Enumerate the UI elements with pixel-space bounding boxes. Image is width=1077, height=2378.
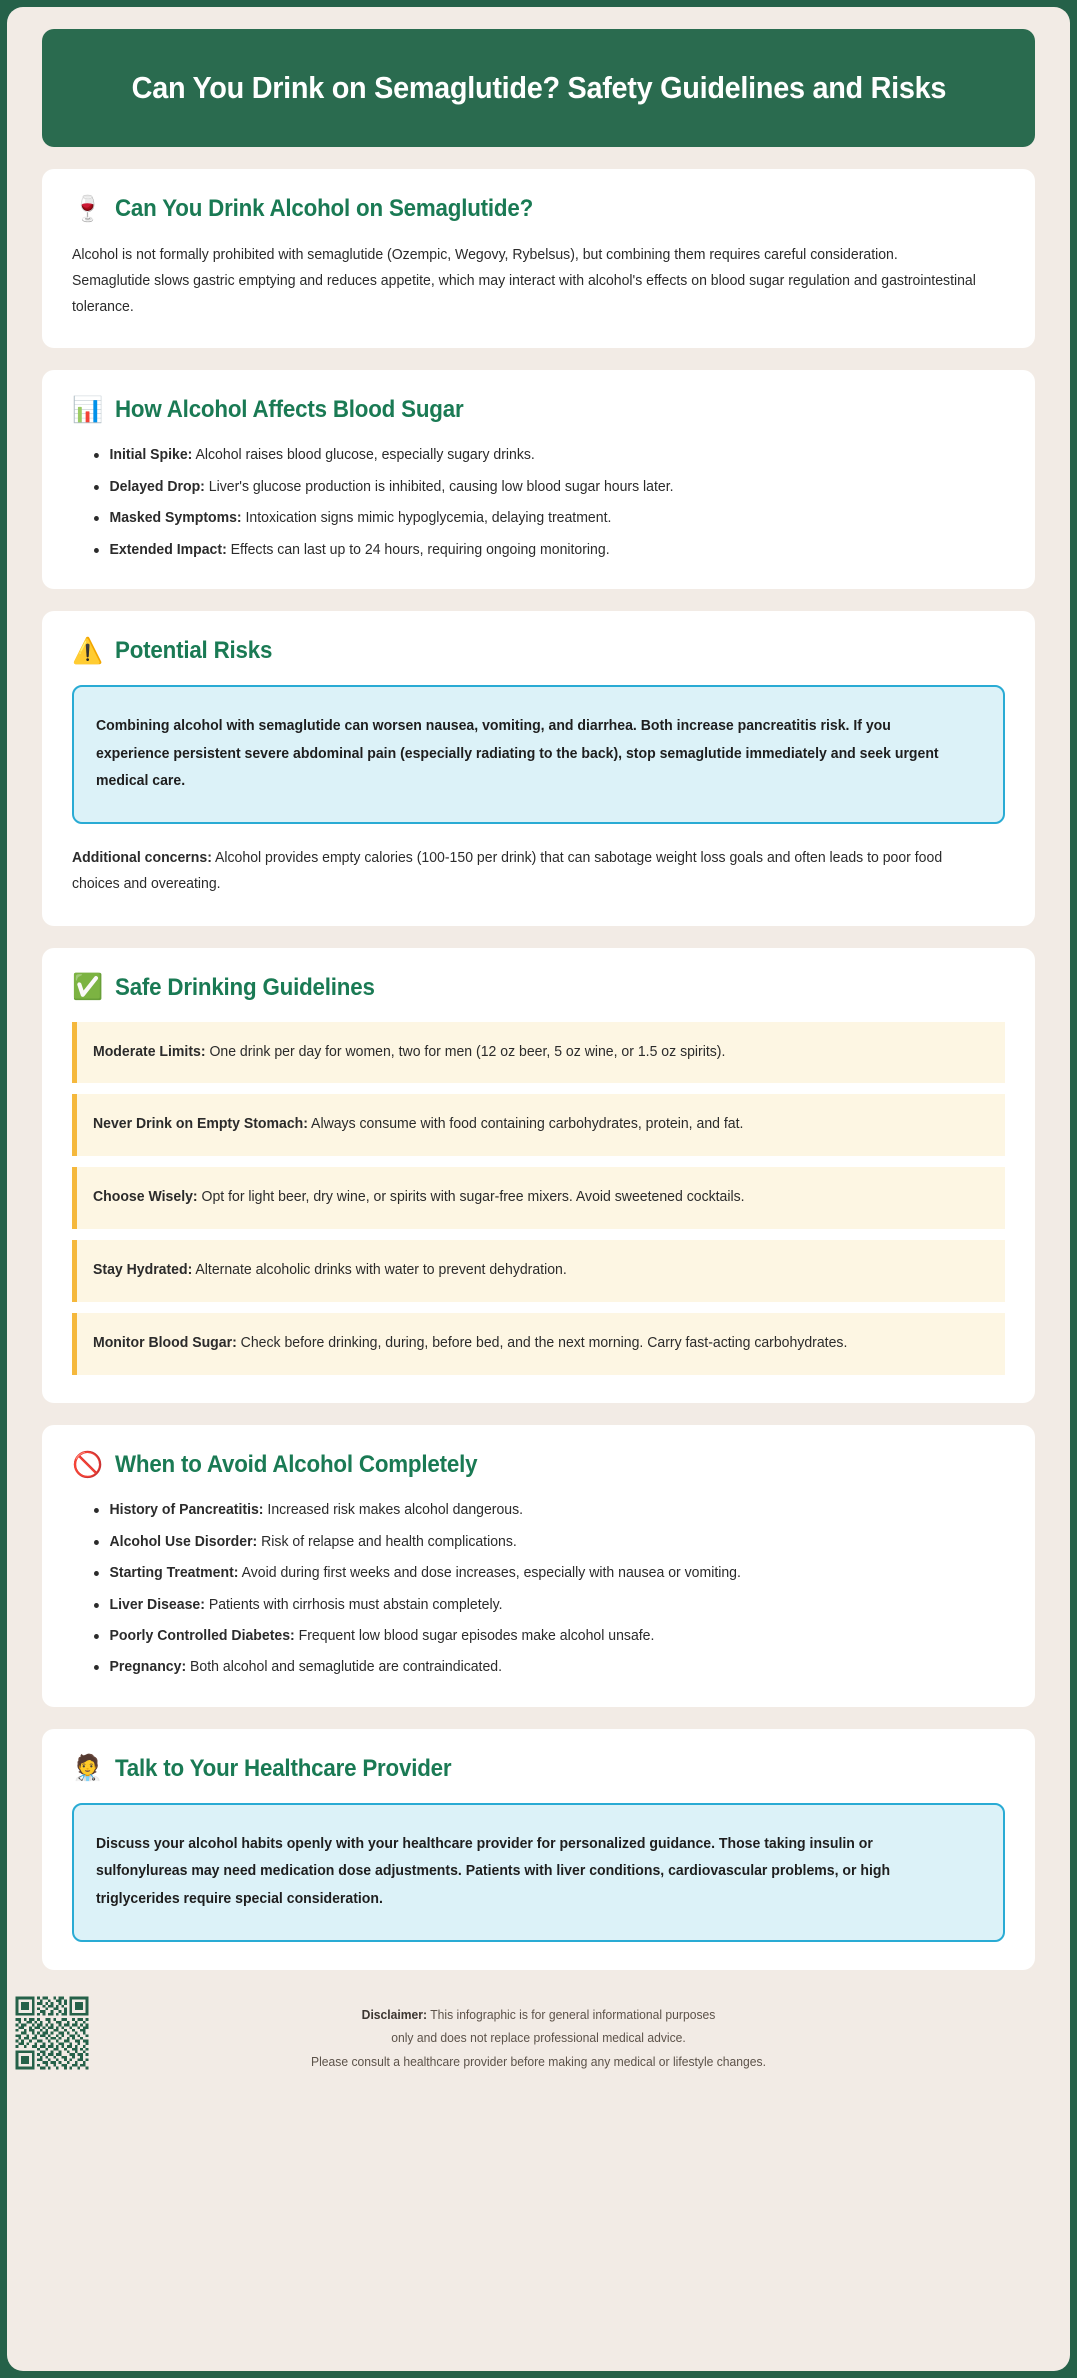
section-title: Talk to Your Healthcare Provider bbox=[115, 1754, 452, 1782]
disclaimer-line-3: Please consult a healthcare provider before making any medical or lifestyle changes. bbox=[311, 2055, 766, 2070]
guideline-item bbox=[72, 1167, 1005, 1229]
section-header bbox=[72, 637, 1005, 665]
section-header bbox=[72, 396, 1005, 424]
guideline-body: One drink per day for women, two for men (12 oz beer, 5 oz wine, or 1.5 oz spirits). bbox=[205, 1043, 726, 1060]
section-card-can-you-drink bbox=[42, 169, 1035, 348]
section-header bbox=[72, 1451, 1005, 1479]
list-item-label: Liver Disease: bbox=[109, 1596, 205, 1613]
guideline-text bbox=[93, 1332, 960, 1356]
list-item-text: Risk of relapse and health complications. bbox=[257, 1533, 517, 1550]
section-card-when-to-avoid bbox=[42, 1425, 1035, 1707]
risk-callout-box bbox=[72, 685, 1005, 824]
disclaimer-text-1: This infographic is for general informational purposes bbox=[427, 2007, 716, 2022]
section-paragraph: Alcohol is not formally prohibited with semaglutide (Ozempic, Wegovy, Rybelsus), but combining them requires careful consideration. Semaglutide slows gastric emptying and reduces appetite, which may interact with alcohol's effects on blood sugar regulation and gastrointestinal tolerance. bbox=[72, 247, 976, 315]
section-header bbox=[72, 1755, 1005, 1783]
guideline-text bbox=[93, 1113, 960, 1137]
guideline-item bbox=[72, 1022, 1005, 1084]
list-item-label: Poorly Controlled Diabetes: bbox=[109, 1627, 295, 1644]
section-card-blood-sugar bbox=[42, 370, 1035, 589]
list-item bbox=[94, 444, 978, 466]
list-item bbox=[94, 476, 978, 498]
list-item bbox=[94, 507, 978, 529]
list-item-text: Liver's glucose production is inhibited, causing low blood sugar hours later. bbox=[204, 478, 674, 495]
guideline-text bbox=[93, 1186, 960, 1210]
list-item-label: Alcohol Use Disorder: bbox=[109, 1533, 258, 1550]
section-header bbox=[72, 974, 1005, 1002]
health-worker-icon: 🧑‍⚕️ bbox=[72, 1754, 104, 1783]
list-item-text: Patients with cirrhosis must abstain completely. bbox=[204, 1596, 503, 1613]
guideline-item bbox=[72, 1313, 1005, 1375]
guideline-body: Opt for light beer, dry wine, or spirits with sugar-free mixers. Avoid sweetened cocktails. bbox=[197, 1189, 745, 1206]
additional-concerns-label: Additional concerns: bbox=[72, 849, 212, 866]
section-title: Potential Risks bbox=[115, 637, 273, 665]
footer bbox=[42, 1992, 1035, 2112]
list-item-label: Pregnancy: bbox=[109, 1659, 187, 1676]
list-item bbox=[94, 1656, 978, 1678]
section-title: Safe Drinking Guidelines bbox=[115, 973, 375, 1001]
list-item-text: Avoid during first weeks and dose increases, especially with nausea or vomiting. bbox=[238, 1565, 741, 1582]
guideline-label: Moderate Limits: bbox=[93, 1043, 206, 1060]
provider-callout-text: Discuss your alcohol habits openly with your healthcare provider for personalized guidance. Those taking insulin or sulfonylureas may need medication dose adjustments. Patients with liver conditions, cardiovascular problems, or high triglycerides require special consideration. bbox=[96, 1835, 891, 1908]
check-mark-icon: ✅ bbox=[72, 973, 104, 1001]
additional-concerns bbox=[72, 846, 977, 898]
disclaimer bbox=[57, 2004, 1020, 2075]
list-item-label: Initial Spike: bbox=[109, 447, 193, 464]
section-card-talk-to-provider bbox=[42, 1729, 1035, 1970]
risk-callout-text: Combining alcohol with semaglutide can worsen nausea, vomiting, and diarrhea. Both increase pancreatitis risk. If you experience persistent severe abdominal pain (especially radiating to the back), stop semaglutide immediately and seek urgent medical care. bbox=[96, 718, 939, 790]
wine-glass-icon: 🍷 bbox=[72, 194, 104, 223]
list-item-text: Intoxication signs mimic hypoglycemia, delaying treatment. bbox=[241, 510, 612, 527]
provider-callout-box bbox=[72, 1803, 1005, 1942]
list-item-label: History of Pancreatitis: bbox=[109, 1502, 264, 1519]
section-title: How Alcohol Affects Blood Sugar bbox=[115, 396, 464, 424]
guideline-label: Monitor Blood Sugar: bbox=[93, 1335, 237, 1352]
guideline-body: Always consume with food containing carbohydrates, protein, and fat. bbox=[307, 1116, 744, 1133]
guideline-body: Check before drinking, during, before bed, and the next morning. Carry fast-acting carbohydrates. bbox=[236, 1335, 848, 1352]
infographic-page bbox=[7, 7, 1070, 2371]
section-header bbox=[72, 195, 1005, 223]
list-item bbox=[94, 1562, 978, 1584]
list-item-label: Starting Treatment: bbox=[109, 1565, 239, 1582]
prohibited-sign-icon: 🚫 bbox=[72, 1450, 104, 1479]
list-item bbox=[94, 1625, 978, 1647]
list-item bbox=[94, 1531, 978, 1553]
additional-concerns-text: Alcohol provides empty calories (100-150 per drink) that can sabotage weight loss goals and often leads to poor food choices and overeating. bbox=[72, 849, 943, 892]
list-item-label: Masked Symptoms: bbox=[109, 510, 242, 527]
section-title: When to Avoid Alcohol Completely bbox=[115, 1451, 478, 1479]
guideline-label: Choose Wisely: bbox=[93, 1189, 198, 1206]
guideline-body: Alternate alcoholic drinks with water to prevent dehydration. bbox=[192, 1262, 567, 1279]
blood-sugar-list bbox=[72, 444, 1005, 561]
warning-triangle-icon: ⚠️ bbox=[72, 636, 104, 665]
list-item bbox=[94, 1594, 978, 1616]
guideline-text bbox=[93, 1259, 960, 1283]
guideline-item bbox=[72, 1240, 1005, 1302]
disclaimer-line-2: only and does not replace professional medical advice. bbox=[391, 2031, 686, 2046]
header-banner bbox=[42, 29, 1035, 147]
list-item-text: Both alcohol and semaglutide are contraindicated. bbox=[186, 1659, 503, 1676]
guideline-label: Stay Hydrated: bbox=[93, 1262, 193, 1279]
guideline-text bbox=[93, 1041, 960, 1065]
guideline-label: Never Drink on Empty Stomach: bbox=[93, 1116, 308, 1133]
list-item-text: Increased risk makes alcohol dangerous. bbox=[263, 1502, 524, 1519]
section-card-safe-drinking bbox=[42, 948, 1035, 1404]
section-title: Can You Drink Alcohol on Semaglutide? bbox=[115, 195, 534, 222]
list-item-text: Frequent low blood sugar episodes make alcohol unsafe. bbox=[294, 1627, 655, 1644]
avoid-alcohol-list bbox=[72, 1499, 1005, 1679]
list-item bbox=[94, 539, 978, 561]
list-item-label: Extended Impact: bbox=[109, 541, 227, 558]
section-card-potential-risks bbox=[42, 611, 1035, 925]
guideline-item bbox=[72, 1094, 1005, 1156]
list-item-text: Effects can last up to 24 hours, requiring ongoing monitoring. bbox=[226, 541, 610, 558]
disclaimer-line-1 bbox=[57, 2004, 1020, 2028]
page-title: Can You Drink on Semaglutide? Safety Guidelines and Risks bbox=[131, 70, 946, 105]
list-item-text: Alcohol raises blood glucose, especially sugary drinks. bbox=[192, 447, 535, 464]
disclaimer-label: Disclaimer: bbox=[361, 2007, 428, 2022]
list-item-label: Delayed Drop: bbox=[109, 478, 205, 495]
list-item bbox=[94, 1499, 978, 1521]
bar-chart-icon: 📊 bbox=[72, 395, 104, 424]
